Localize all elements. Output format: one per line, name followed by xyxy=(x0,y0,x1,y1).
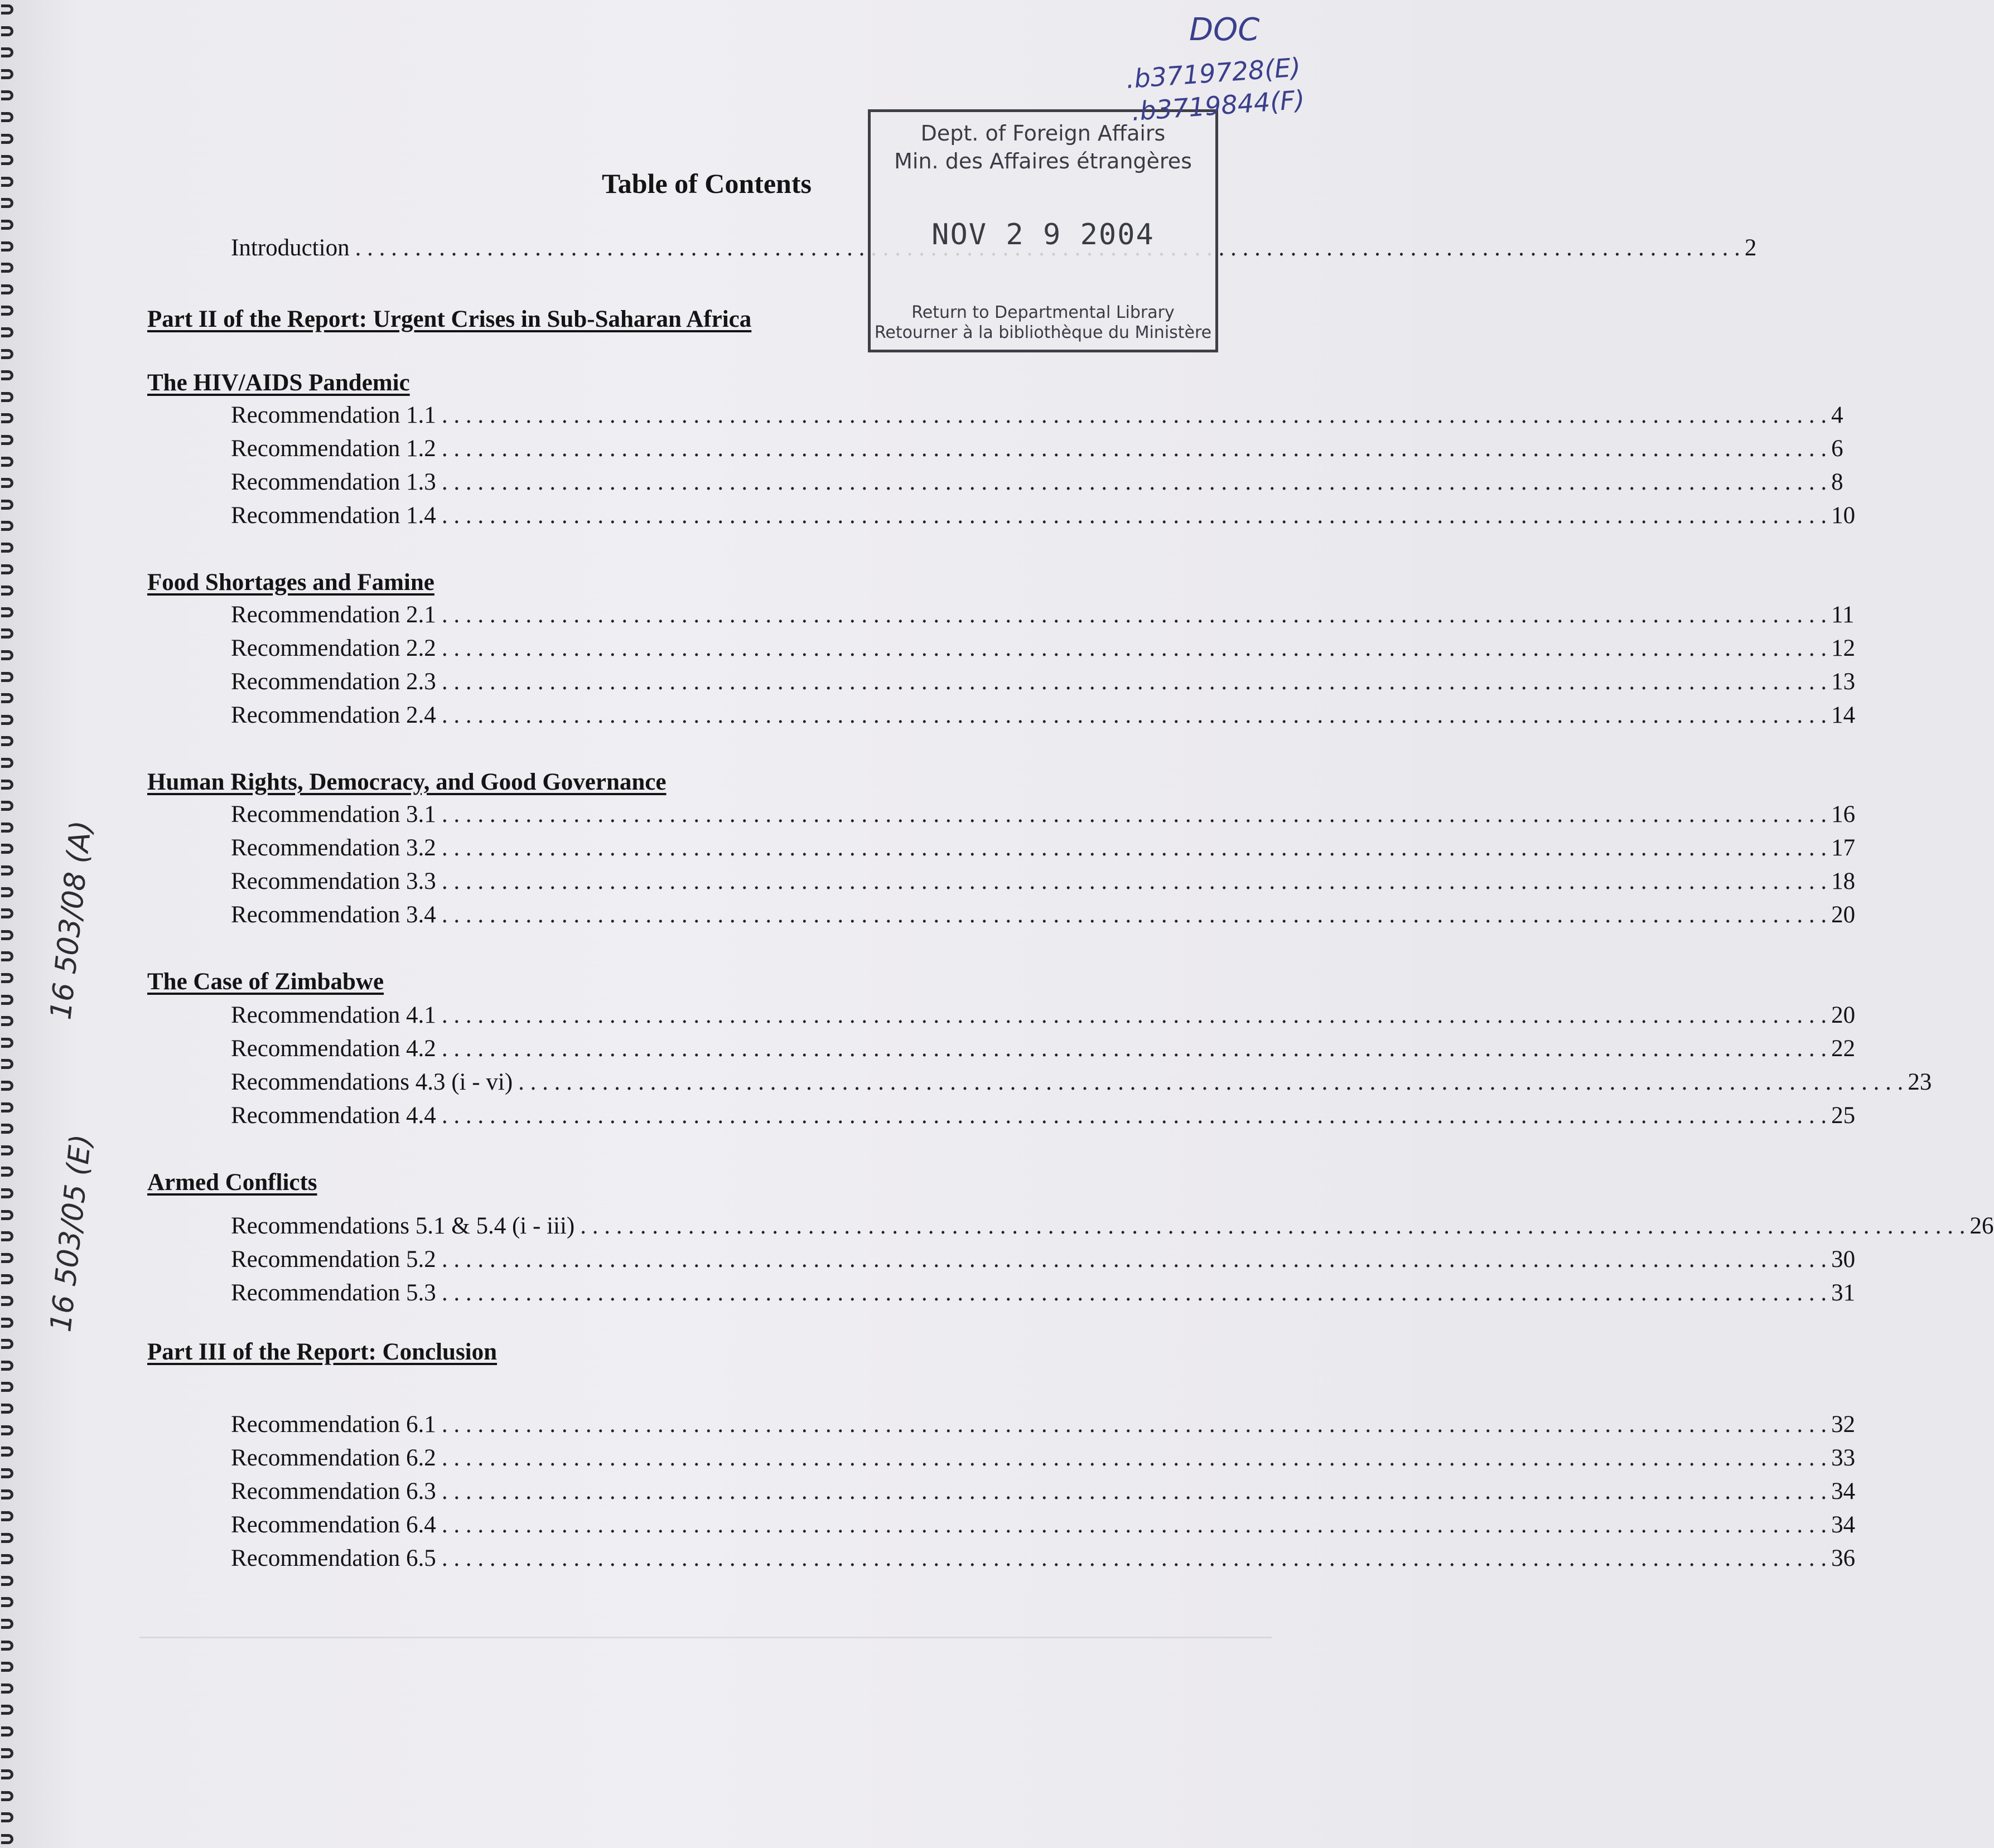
dot-leader xyxy=(442,601,1827,628)
binding-coil xyxy=(1,1274,13,1284)
binding-coil xyxy=(1,1296,13,1306)
toc-entry-label: Recommendation 1.3 xyxy=(231,469,436,495)
binding-coil xyxy=(1,1167,13,1177)
binding-coil xyxy=(1,90,13,100)
toc-entry-page: 20 xyxy=(1831,902,1856,928)
toc-entry-page: 20 xyxy=(1831,1002,1856,1028)
toc-entry-label: Recommendations 5.1 & 5.4 (i - iii) xyxy=(231,1213,575,1239)
toc-entry[interactable] xyxy=(231,1246,1856,1277)
toc-entry-page: 34 xyxy=(1831,1478,1856,1504)
dot-leader xyxy=(442,1511,1827,1539)
toc-entry-page: 31 xyxy=(1831,1280,1856,1306)
binding-coil xyxy=(1,736,13,746)
toc-entry-label: Recommendation 4.1 xyxy=(231,1002,436,1028)
section-heading-part-iii: Part III of the Report: Conclusion xyxy=(147,1339,498,1365)
binding-coil xyxy=(1,413,13,423)
toc-entry-label: Recommendation 2.4 xyxy=(231,702,436,728)
binding-coil xyxy=(1,693,13,703)
binding-coil xyxy=(1,1188,13,1198)
toc-entry-label: Recommendation 1.4 xyxy=(231,502,436,529)
binding-coil xyxy=(1,1059,13,1069)
binding-coil xyxy=(1,4,13,14)
toc-entry-label: Recommendation 5.2 xyxy=(231,1246,436,1273)
binding-coil xyxy=(1,1404,13,1414)
binding-coil xyxy=(1,1554,13,1564)
toc-entry[interactable] xyxy=(231,435,1843,466)
binding-coil xyxy=(1,973,13,983)
binding-coil xyxy=(1,1834,13,1844)
binding-coil xyxy=(1,930,13,940)
binding-coil xyxy=(1,392,13,402)
toc-entry[interactable] xyxy=(231,1444,1856,1476)
binding-coil xyxy=(1,1081,13,1091)
binding-coil xyxy=(1,1769,13,1779)
binding-coil xyxy=(1,1468,13,1478)
binding-coil xyxy=(1,1210,13,1220)
dot-leader xyxy=(442,468,1827,496)
toc-entry-page: 18 xyxy=(1831,868,1856,894)
binding-coil xyxy=(1,1016,13,1026)
page-title: Table of Contents xyxy=(602,168,812,199)
binding-coil xyxy=(1,543,13,553)
toc-entry-page: 23 xyxy=(1908,1069,1932,1095)
dot-leader xyxy=(442,1478,1827,1505)
binding-coil xyxy=(1,1726,13,1736)
binding-coil xyxy=(1,69,13,79)
binding-coil xyxy=(1,908,13,918)
toc-entry[interactable] xyxy=(231,801,1856,832)
spiral-binding xyxy=(0,0,19,1848)
stamp-ministry-line: Min. des Affaires étrangères xyxy=(894,149,1192,173)
binding-coil xyxy=(1,607,13,617)
binding-coil xyxy=(1,1705,13,1715)
toc-entry-page: 10 xyxy=(1831,502,1856,529)
binding-coil xyxy=(1,1447,13,1457)
binding-coil xyxy=(1,758,13,768)
handwriting-call-e: .b3719728(E) xyxy=(1125,52,1302,94)
binding-coil xyxy=(1,112,13,122)
toc-entry-label: Recommendation 2.3 xyxy=(231,669,436,695)
binding-coil xyxy=(1,1576,13,1586)
binding-coil xyxy=(1,995,13,1005)
binding-coil xyxy=(1,26,13,36)
dot-leader xyxy=(518,1068,1903,1096)
toc-entry-page: 36 xyxy=(1831,1545,1856,1571)
binding-coil xyxy=(1,628,13,638)
binding-coil xyxy=(1,586,13,596)
binding-coil xyxy=(1,1253,13,1263)
toc-entry-label: Recommendations 4.3 (i - vi) xyxy=(231,1069,513,1095)
binding-coil xyxy=(1,1425,13,1435)
dot-leader xyxy=(442,901,1827,928)
binding-coil xyxy=(1,241,13,251)
toc-entry-label: Recommendation 1.2 xyxy=(231,436,436,462)
toc-entry[interactable] xyxy=(231,635,1856,666)
toc-entry-page: 33 xyxy=(1831,1445,1856,1471)
binding-coil xyxy=(1,478,13,488)
toc-entry-page: 26 xyxy=(1969,1213,1994,1239)
binding-coil xyxy=(1,349,13,359)
dot-leader xyxy=(442,635,1827,662)
handwriting-call-f: .b3719844(F) xyxy=(1131,84,1306,127)
toc-entry-page: 16 xyxy=(1831,801,1856,828)
toc-entry-label: Recommendation 1.1 xyxy=(231,402,436,428)
handwriting-left-1: 16 503/08 (A) xyxy=(44,819,99,1022)
dot-leader xyxy=(442,1246,1827,1273)
binding-coil xyxy=(1,134,13,144)
binding-coil xyxy=(1,155,13,165)
dot-leader xyxy=(442,502,1827,529)
binding-coil xyxy=(1,1812,13,1822)
toc-entry-page: 13 xyxy=(1831,669,1856,695)
dot-leader xyxy=(442,401,1827,429)
toc-entry-label: Introduction xyxy=(231,235,350,261)
toc-entry-page: 32 xyxy=(1831,1411,1856,1438)
binding-coil xyxy=(1,844,13,854)
dot-leader xyxy=(442,1279,1827,1307)
section-heading-food: Food Shortages and Famine xyxy=(147,569,434,596)
library-date-stamp xyxy=(868,109,1218,352)
toc-entry[interactable] xyxy=(231,702,1856,733)
binding-coil xyxy=(1,1318,13,1328)
binding-coil xyxy=(1,1102,13,1112)
toc-entry-label: Recommendation 6.3 xyxy=(231,1478,436,1504)
stamp-dept-line: Dept. of Foreign Affairs xyxy=(920,121,1166,146)
toc-entry-page: 12 xyxy=(1831,635,1856,661)
binding-coil xyxy=(1,951,13,961)
stamp-date: NOV 2 9 2004 xyxy=(931,218,1155,251)
binding-coil xyxy=(1,1361,13,1371)
toc-entry[interactable] xyxy=(231,1068,1932,1100)
toc-entry-label: Recommendation 6.2 xyxy=(231,1445,436,1471)
toc-entry-label: Recommendation 3.3 xyxy=(231,868,436,894)
toc-entry[interactable] xyxy=(231,601,1855,632)
toc-entry-label: Recommendation 4.2 xyxy=(231,1036,436,1062)
binding-coil xyxy=(1,1231,13,1241)
toc-entry-label: Recommendation 6.5 xyxy=(231,1545,436,1571)
binding-coil xyxy=(1,865,13,875)
toc-entry[interactable] xyxy=(231,1279,1856,1310)
dot-leader xyxy=(442,1102,1827,1129)
dot-leader xyxy=(580,1212,1965,1240)
dot-leader xyxy=(442,1411,1827,1438)
section-heading-part-ii: Part II of the Report: Urgent Crises in Sub-Saharan Africa xyxy=(147,306,752,332)
binding-coil xyxy=(1,1748,13,1758)
toc-entry[interactable] xyxy=(231,1002,1856,1033)
binding-coil xyxy=(1,327,13,337)
binding-coil xyxy=(1,1124,13,1134)
binding-coil xyxy=(1,500,13,510)
toc-entry-label: Recommendation 3.1 xyxy=(231,801,436,828)
dot-leader xyxy=(442,668,1827,695)
binding-coil xyxy=(1,284,13,294)
toc-entry[interactable] xyxy=(231,1545,1856,1576)
stamp-return-line: Return to Departmental Library xyxy=(911,303,1175,322)
toc-entry[interactable] xyxy=(231,1411,1856,1442)
show-through-rule xyxy=(139,1637,1272,1638)
toc-entry-label: Recommendation 4.4 xyxy=(231,1102,436,1129)
binding-coil xyxy=(1,564,13,574)
toc-entry[interactable] xyxy=(231,901,1856,932)
binding-coil xyxy=(1,1791,13,1801)
toc-entry-page: 17 xyxy=(1831,835,1856,861)
toc-entry-label: Recommendation 6.4 xyxy=(231,1512,436,1538)
binding-coil xyxy=(1,780,13,790)
toc-entry-page: 4 xyxy=(1831,402,1843,428)
binding-coil xyxy=(1,823,13,833)
toc-entry[interactable] xyxy=(231,1102,1856,1133)
dot-leader xyxy=(442,435,1827,462)
toc-entry-label: Recommendation 3.4 xyxy=(231,902,436,928)
handwriting-left-2: 16 503/05 (E) xyxy=(44,1133,99,1334)
handwritten-margin-number-2 xyxy=(33,1076,99,1338)
binding-coil xyxy=(1,672,13,682)
binding-coil xyxy=(1,1489,13,1499)
toc-entry-page: 25 xyxy=(1831,1102,1856,1129)
toc-entry[interactable] xyxy=(231,1035,1856,1066)
stamp-retourner-line: Retourner à la bibliothèque du Ministère xyxy=(874,323,1212,342)
binding-coil xyxy=(1,435,13,445)
binding-coil xyxy=(1,1339,13,1349)
dot-leader xyxy=(442,1035,1827,1062)
dot-leader xyxy=(442,1545,1827,1572)
binding-coil xyxy=(1,521,13,531)
toc-entry[interactable] xyxy=(231,468,1843,500)
binding-coil xyxy=(1,1038,13,1048)
toc-entry-page: 8 xyxy=(1831,469,1843,495)
dot-leader xyxy=(442,868,1827,895)
binding-coil xyxy=(1,306,13,316)
binding-coil xyxy=(1,1511,13,1521)
toc-entry-page: 22 xyxy=(1831,1036,1856,1062)
toc-entry-page: 2 xyxy=(1744,235,1757,261)
binding-coil xyxy=(1,801,13,811)
dot-leader xyxy=(442,801,1827,828)
binding-coil xyxy=(1,1683,13,1694)
dot-leader xyxy=(442,834,1827,862)
binding-coil xyxy=(1,220,13,230)
binding-coil xyxy=(1,1382,13,1392)
toc-entry-page: 6 xyxy=(1831,436,1843,462)
binding-coil xyxy=(1,650,13,660)
section-heading-zimbabwe: The Case of Zimbabwe xyxy=(147,969,384,995)
toc-entry-label: Recommendation 2.2 xyxy=(231,635,436,661)
binding-coil xyxy=(1,1145,13,1155)
toc-entry[interactable] xyxy=(231,834,1856,865)
section-heading-armed-conflicts: Armed Conflicts xyxy=(147,1169,317,1196)
dot-leader xyxy=(442,1002,1827,1029)
section-heading-human-rights: Human Rights, Democracy, and Good Governance xyxy=(147,769,667,795)
toc-entry-label: Recommendation 3.2 xyxy=(231,835,436,861)
dot-leader xyxy=(442,702,1827,729)
handwritten-call-number xyxy=(1127,6,1406,128)
toc-entry-label: Recommendation 5.3 xyxy=(231,1280,436,1306)
binding-coil xyxy=(1,370,13,380)
handwriting-doc: DOC xyxy=(1189,12,1260,48)
dot-leader xyxy=(442,1444,1827,1472)
binding-coil xyxy=(1,1662,13,1672)
binding-coil xyxy=(1,715,13,725)
toc-entry-page: 11 xyxy=(1831,602,1855,628)
toc-entry[interactable] xyxy=(231,668,1856,699)
binding-coil xyxy=(1,263,13,273)
toc-entry[interactable] xyxy=(231,401,1843,433)
toc-entry-label: Recommendation 6.1 xyxy=(231,1411,436,1438)
toc-entry-page: 30 xyxy=(1831,1246,1856,1273)
binding-coil xyxy=(1,1641,13,1651)
toc-entry[interactable] xyxy=(231,1212,1994,1244)
binding-coil xyxy=(1,1533,13,1543)
toc-entry[interactable] xyxy=(231,1511,1856,1542)
section-heading-hiv-aids: The HIV/AIDS Pandemic xyxy=(147,370,410,396)
toc-entry-label: Recommendation 2.1 xyxy=(231,602,436,628)
binding-coil xyxy=(1,1597,13,1607)
toc-entry-page: 14 xyxy=(1831,702,1856,728)
toc-entry[interactable] xyxy=(231,1478,1856,1509)
toc-entry[interactable] xyxy=(231,868,1856,899)
toc-entry[interactable] xyxy=(231,502,1856,533)
binding-coil xyxy=(1,457,13,467)
toc-entry-page: 34 xyxy=(1831,1512,1856,1538)
binding-coil xyxy=(1,887,13,897)
binding-coil xyxy=(1,1619,13,1629)
binding-coil xyxy=(1,47,13,57)
handwritten-margin-number-1 xyxy=(33,770,99,1026)
